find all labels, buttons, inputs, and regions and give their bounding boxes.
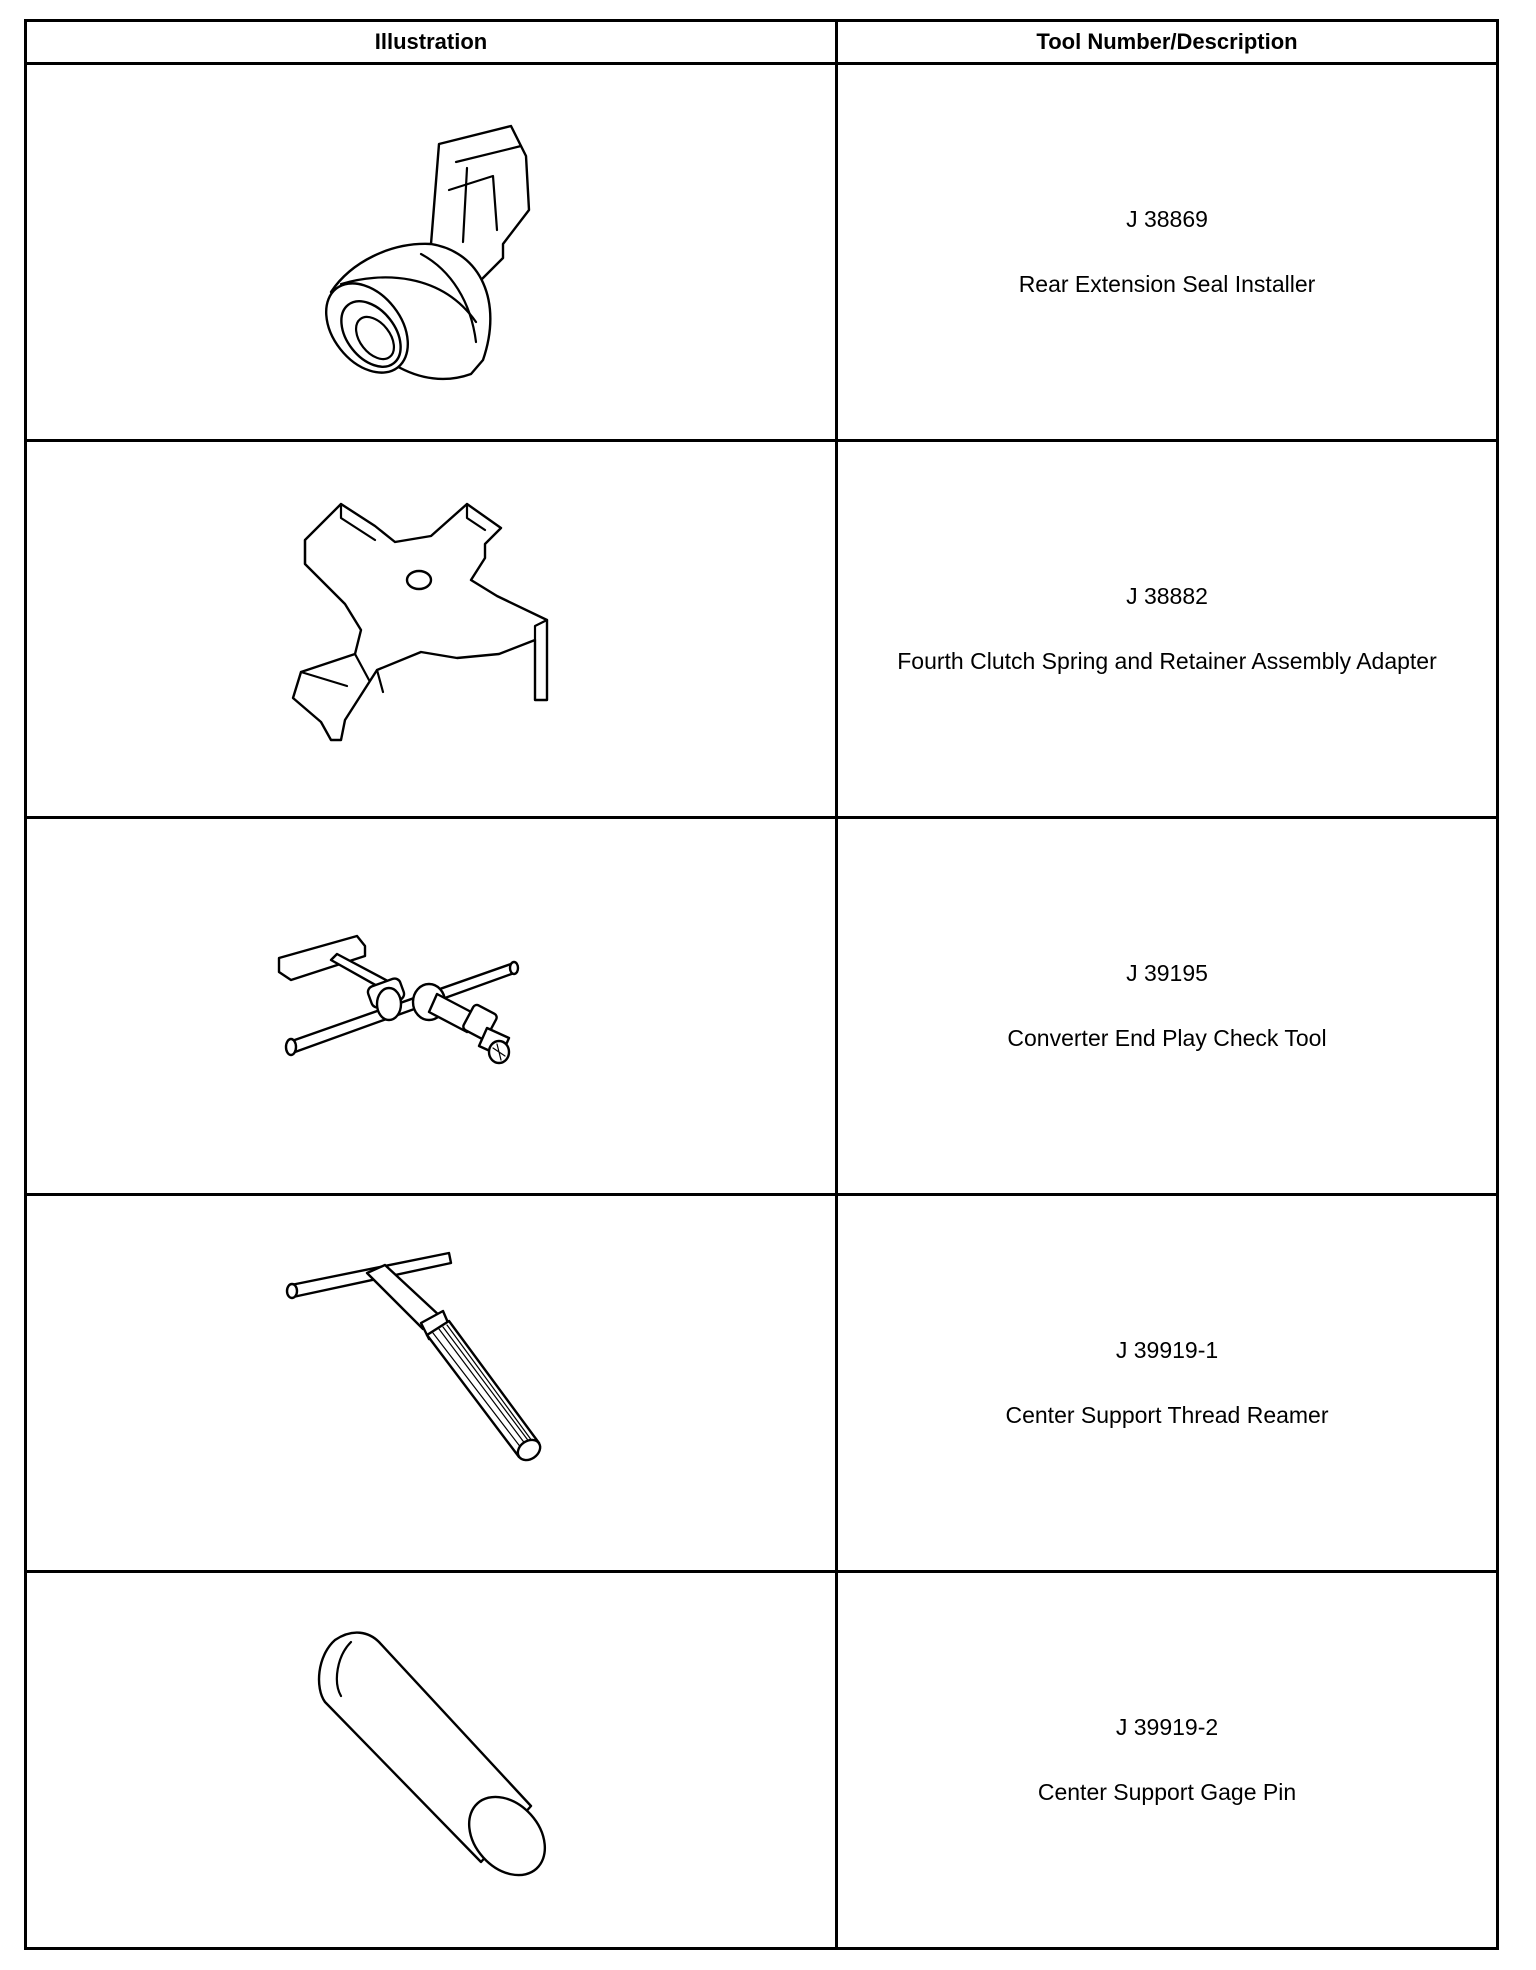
- description-cell: [837, 1195, 1498, 1572]
- table-row: [26, 441, 1498, 818]
- tool-number: J 39195: [1126, 960, 1208, 986]
- illustration-cell: [26, 1572, 837, 1949]
- end-play-check-tool-icon: [261, 916, 601, 1096]
- tool-description: Rear Extension Seal Installer: [1018, 271, 1316, 297]
- tool-number: J 39919-1: [1115, 1337, 1219, 1363]
- header-row: [26, 21, 1498, 64]
- description-cell: [837, 818, 1498, 1195]
- tool-description: Converter End Play Check Tool: [1007, 1025, 1327, 1051]
- tool-description: Center Support Gage Pin: [1037, 1779, 1297, 1805]
- table-row: [26, 64, 1498, 441]
- tool-number: J 38882: [1126, 583, 1208, 609]
- description-cell: [837, 441, 1498, 818]
- tool-description: Center Support Thread Reamer: [1005, 1402, 1329, 1428]
- table-row: [26, 1195, 1498, 1572]
- thread-reamer-icon: [271, 1243, 591, 1523]
- illustration-cell: [26, 441, 837, 818]
- illustration-cell: [26, 64, 837, 441]
- header-illustration: Illustration: [26, 21, 837, 64]
- gage-pin-icon: [281, 1610, 581, 1910]
- illustration-cell: [26, 1195, 837, 1572]
- table-row: [26, 1572, 1498, 1949]
- tool-number: J 39919-2: [1115, 1714, 1219, 1740]
- tool-number: J 38869: [1126, 206, 1208, 232]
- clutch-spring-adapter-icon: [271, 484, 591, 774]
- table-row: [26, 818, 1498, 1195]
- tool-description: Fourth Clutch Spring and Retainer Assembly Adapter: [897, 648, 1437, 674]
- description-cell: [837, 1572, 1498, 1949]
- description-cell: [837, 64, 1498, 441]
- special-tools-table: [24, 19, 1499, 1950]
- illustration-cell: [26, 818, 837, 1195]
- header-tool-description: Tool Number/Description: [837, 21, 1498, 64]
- rear-extension-seal-installer-icon: [271, 102, 591, 402]
